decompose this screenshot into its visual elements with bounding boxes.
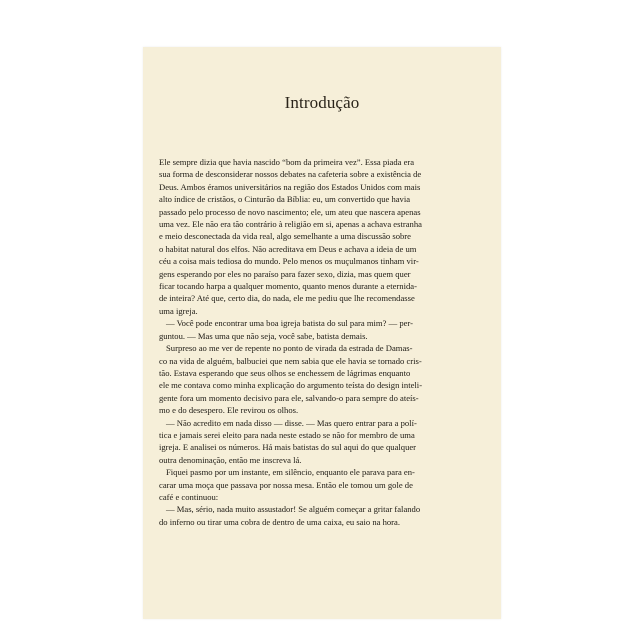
book-page (143, 47, 501, 619)
text-line: uma igreja. (159, 305, 198, 316)
text-line: guntou. — Mas uma que não seja, você sabe, batista demais. (159, 330, 368, 341)
text-line: do inferno ou tirar uma cobra de dentro de uma caixa, eu saio na hora. (159, 516, 401, 527)
text-line: café e continuou: (159, 491, 219, 502)
text-line: gente fora um momento decisivo para ele, salvando-o para sempre do ateís- (159, 392, 419, 403)
text-line: céu a coisa mais tediosa do mundo. Pelo menos os muçulmanos tinham vir- (159, 256, 419, 267)
text-line: e meio desconectada da vida real, algo semelhante a uma discussão sobre (159, 231, 411, 242)
text-line: Ele sempre dizia que havia nascido “bom da primeira vez”. Essa piada era (159, 157, 415, 167)
text-line: Deus. Ambos éramos universitários na região dos Estados Unidos com mais (159, 181, 421, 192)
text-line: carar uma moça que passava por nossa mesa. Então ele tomou um gole de (159, 479, 413, 490)
text-line: tão. Estava esperando que seus olhos se enchessem de lágrimas enquanto (159, 367, 411, 378)
text-line: Surpreso ao me ver de repente no ponto de virada da estrada de Damas- (166, 343, 413, 354)
chapter-title: Introdução (284, 93, 360, 112)
text-line: ele me contava como minha explicação do argumento teísta do design inteli- (159, 380, 423, 391)
text-line: alto índice de cristãos, o Cinturão da Bíblia: eu, um convertido que havia (159, 194, 411, 205)
text-line: ficar tocando harpa a qualquer momento, quanto menos durante a eternida- (159, 281, 417, 292)
body-text (159, 156, 487, 528)
text-line: sua forma de desconsiderar nossos debates na cafeteria sobre a existência de (159, 169, 422, 180)
text-line: gens esperando por eles no paraíso para fazer sexo, dizia, mas quem quer (159, 268, 411, 279)
text-line: — Mas, sério, nada muito assustador! Se alguém começar a gritar falando (166, 504, 421, 515)
text-line: — Não acredito em nada disso — disse. — Mas quero entrar para a polí- (166, 417, 417, 428)
text-line: passado pelo processo de novo nascimento; ele, um ateu que nascera apenas (159, 206, 421, 217)
text-line: o habitat natural dos elfos. Não acreditava em Deus e achava a ideia de um (159, 243, 417, 254)
text-line: igreja. E analisei os números. Há mais batistas do sul aqui do que qualquer (159, 442, 417, 453)
text-line: Fiquei pasmo por um instante, em silêncio, enquanto ele parava para en- (166, 467, 415, 478)
text-line: — Você pode encontrar uma boa igreja batista do sul para mim? — per- (166, 318, 413, 329)
text-line: de inteira? Até que, certo dia, do nada, ele me pediu que lhe recomendasse (159, 293, 415, 304)
text-line: co na vida de alguém, balbuciei que nem sabia que ele havia se tornado cris- (159, 355, 422, 366)
text-line: outra denominação, então me inscreva lá. (159, 454, 302, 465)
text-line: tica e jamais serei eleito para nada neste estado se não for membro de uma (159, 429, 415, 440)
text-line: mo e do desespero. Ele revirou os olhos. (159, 405, 299, 416)
text-line: uma vez. Ele não era tão contrário à religião em si, apenas a achava estranha (159, 219, 422, 230)
